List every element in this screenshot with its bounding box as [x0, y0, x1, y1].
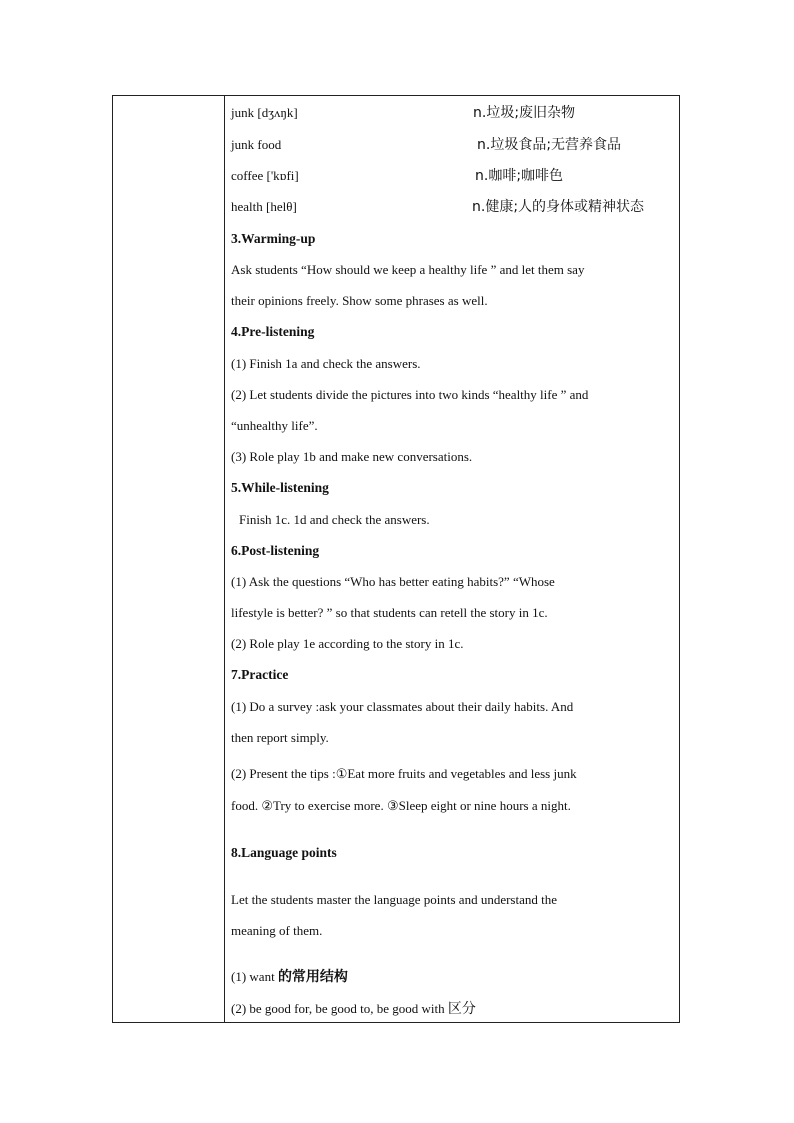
- list-item-continued: then report simply.: [231, 730, 329, 745]
- list-item: (3) Role play 1b and make new conversations.: [231, 449, 473, 464]
- vocab-definition: n.咖啡;咖啡色: [475, 168, 564, 184]
- section-heading-language-points: 8.Language points: [231, 845, 337, 860]
- list-item: (2) Role play 1e according to the story in 1c.: [231, 636, 464, 651]
- list-item: (1) Ask the questions “Who has better eating habits?” “Whose: [231, 574, 555, 589]
- list-item-cjk: 区分: [447, 1001, 476, 1017]
- section-heading-practice: 7.Practice: [231, 667, 289, 682]
- list-item-continued: lifestyle is better? ” so that students can retell the story in 1c.: [231, 605, 548, 620]
- list-item: Finish 1c. 1d and check the answers.: [239, 512, 430, 527]
- table-left-cell: [113, 96, 225, 1022]
- paragraph-line: Let the students master the language points and understand the: [231, 892, 557, 907]
- section-heading-post-listening: 6.Post-listening: [231, 543, 320, 558]
- vocab-word: junk food: [231, 137, 282, 152]
- list-item-text: (1) want: [231, 969, 278, 984]
- list-item-continued: “unhealthy life”.: [231, 418, 318, 433]
- list-item-text: (2) be good for, be good to, be good with: [231, 1001, 448, 1016]
- section-heading-pre-listening: 4.Pre-listening: [231, 324, 315, 339]
- vocab-word: coffee ['kɒfi]: [231, 168, 299, 183]
- lesson-table: [112, 95, 680, 1023]
- list-item: (2) Present the tips :①Eat more fruits and vegetables and less junk: [231, 766, 577, 781]
- list-item: (1) Do a survey :ask your classmates about their daily habits. And: [231, 699, 574, 714]
- list-item: [231, 1000, 476, 1018]
- vocab-definition: n.垃圾;废旧杂物: [473, 105, 576, 121]
- vocab-word: health [helθ]: [231, 199, 297, 214]
- section-heading-warming-up: 3.Warming-up: [231, 231, 316, 246]
- paragraph-line: meaning of them.: [231, 923, 323, 938]
- section-heading-while-listening: 5.While-listening: [231, 480, 329, 495]
- list-item-continued: food. ②Try to exercise more. ③Sleep eight or nine hours a night.: [231, 798, 571, 813]
- list-item: (1) Finish 1a and check the answers.: [231, 356, 421, 371]
- list-item: [231, 968, 348, 986]
- paragraph-line: their opinions freely. Show some phrases as well.: [231, 293, 488, 308]
- vocab-word: junk [dʒʌŋk]: [231, 105, 298, 120]
- vocab-definition: n.健康;人的身体或精神状态: [472, 199, 645, 215]
- list-item: (2) Let students divide the pictures into two kinds “healthy life ” and: [231, 387, 589, 402]
- vocab-definition: n.垃圾食品;无营养食品: [477, 137, 622, 153]
- list-item-cjk: 的常用结构: [277, 969, 348, 985]
- paragraph-line: Ask students “How should we keep a healthy life ” and let them say: [231, 262, 585, 277]
